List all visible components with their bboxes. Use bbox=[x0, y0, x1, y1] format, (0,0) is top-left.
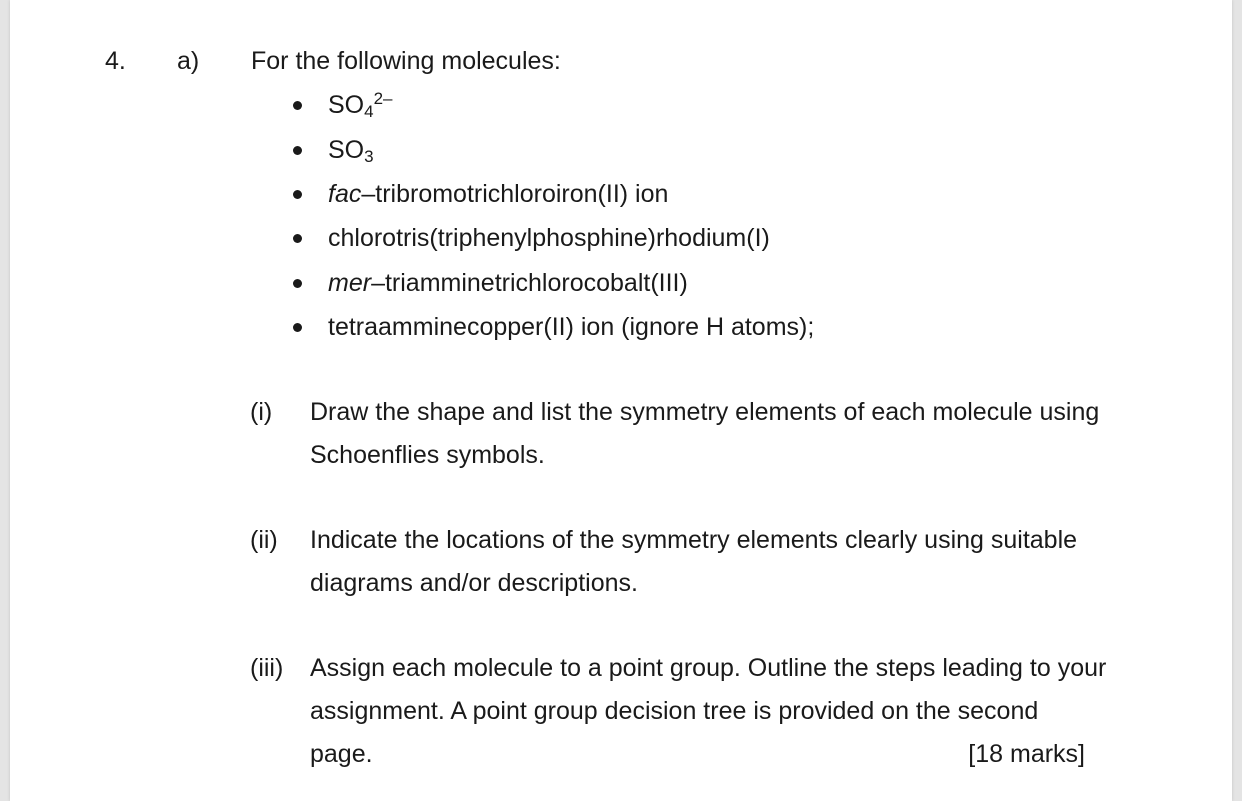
molecule-subscript: 3 bbox=[364, 147, 374, 166]
molecule-item bbox=[328, 268, 688, 298]
subquestion-line: Assign each molecule to a point group. Outline the steps leading to your bbox=[310, 654, 1107, 682]
subquestion-line: assignment. A point group decision tree is provided on the second bbox=[310, 697, 1039, 725]
molecule-item bbox=[328, 179, 668, 209]
isomer-prefix: mer bbox=[328, 269, 372, 297]
subquestion-line: Indicate the locations of the symmetry elements clearly using suitable bbox=[310, 526, 1078, 554]
molecule-subscript: 4 bbox=[364, 102, 374, 121]
molecule-name: chlorotris(triphenylphosphine)rhodium(I) bbox=[328, 224, 770, 252]
marks-allocation: [18 marks] bbox=[968, 740, 1085, 768]
subquestion-line: diagrams and/or descriptions. bbox=[310, 569, 638, 597]
molecule-item bbox=[328, 90, 393, 120]
subquestion-numeral: (i) bbox=[250, 398, 273, 426]
molecule-item bbox=[328, 223, 770, 253]
bullet-icon bbox=[293, 146, 302, 155]
molecule-formula: SO bbox=[328, 136, 365, 164]
isomer-prefix: fac bbox=[328, 180, 362, 208]
molecule-item bbox=[328, 135, 374, 165]
bullet-icon bbox=[293, 323, 302, 332]
subquestion-line: Schoenflies symbols. bbox=[310, 441, 545, 469]
bullet-icon bbox=[293, 279, 302, 288]
question-part-label: a) bbox=[177, 47, 200, 75]
subquestion-line: page. bbox=[310, 740, 373, 768]
bullet-icon bbox=[293, 101, 302, 110]
molecule-name: –tribromotrichloroiron(II) ion bbox=[361, 180, 669, 208]
bullet-icon bbox=[293, 190, 302, 199]
question-number: 4. bbox=[105, 47, 126, 75]
document-page bbox=[10, 0, 1232, 801]
molecule-name: –triamminetrichlorocobalt(III) bbox=[371, 269, 688, 297]
molecule-formula: SO bbox=[328, 91, 365, 119]
molecule-charge: 2– bbox=[373, 89, 393, 108]
subquestion-numeral: (ii) bbox=[250, 526, 278, 554]
molecule-item bbox=[328, 312, 814, 342]
molecule-name: tetraamminecopper(II) ion (ignore H atoms); bbox=[328, 313, 815, 341]
bullet-icon bbox=[293, 234, 302, 243]
subquestion-numeral: (iii) bbox=[250, 654, 284, 682]
subquestion-line: Draw the shape and list the symmetry elements of each molecule using bbox=[310, 398, 1100, 426]
question-intro: For the following molecules: bbox=[251, 47, 561, 75]
